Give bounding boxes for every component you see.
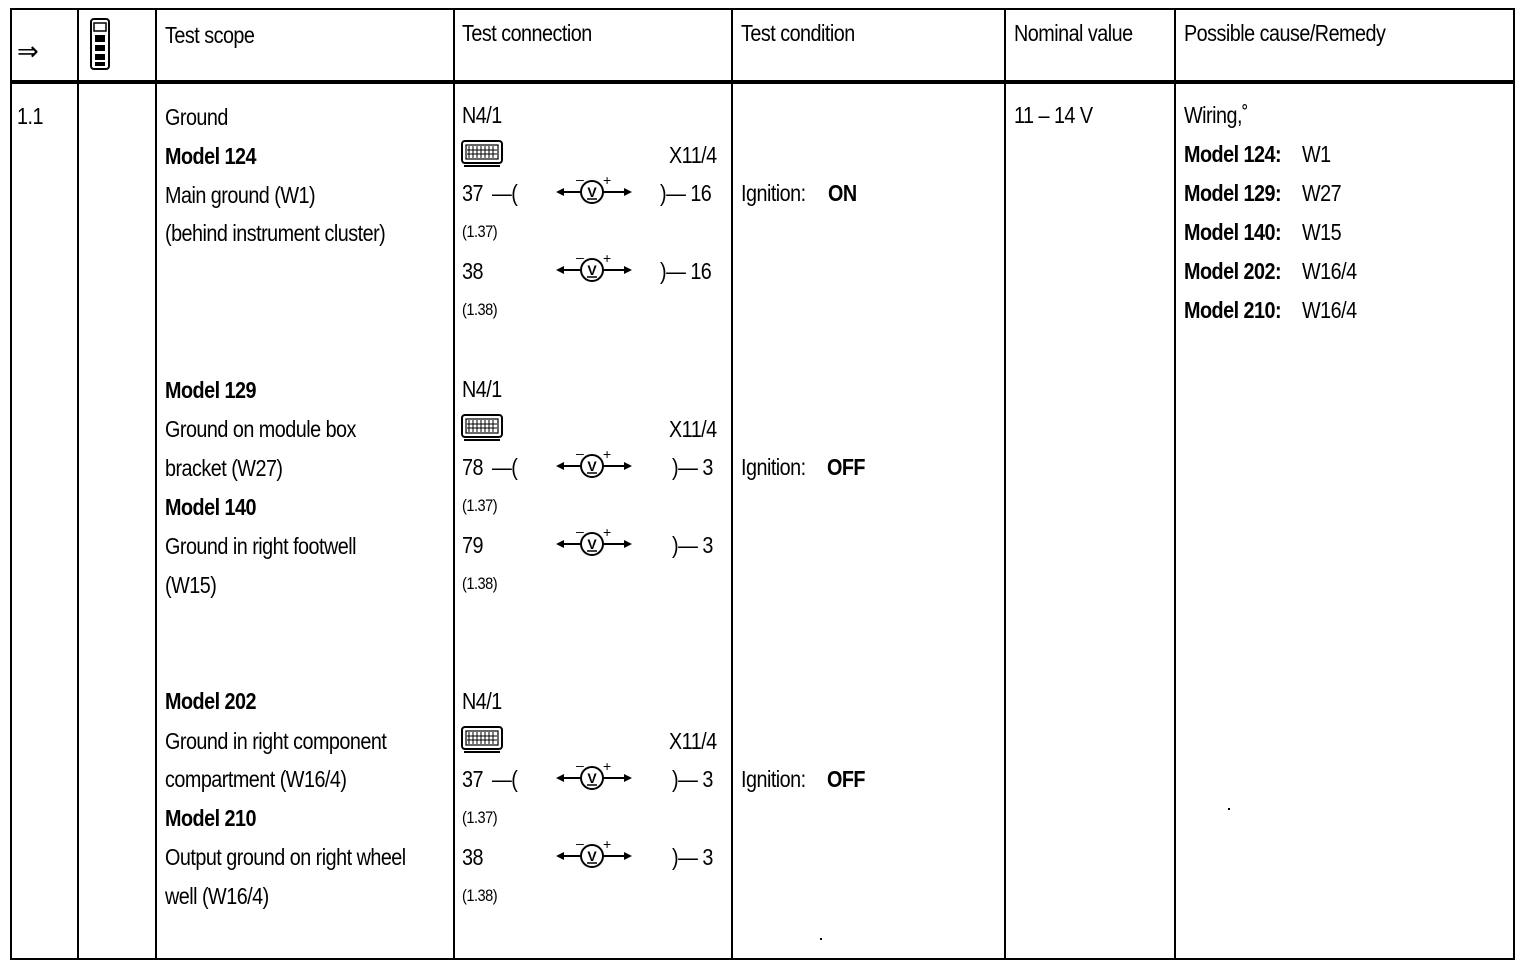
table-top-border	[10, 8, 1515, 10]
scope-bracket: bracket (W27)	[165, 455, 283, 481]
svg-text:V: V	[587, 262, 597, 278]
connector-label: X11/4	[669, 728, 717, 754]
scope-w15: (W15)	[165, 572, 217, 598]
scope-ground: Ground	[165, 104, 228, 130]
connector-label: X11/4	[669, 416, 717, 442]
svg-text:V: V	[587, 770, 597, 786]
col-border-left	[10, 8, 12, 960]
header-test-connection: Test connection	[462, 20, 592, 46]
svg-text:+: +	[603, 526, 612, 540]
control-module-icon	[461, 414, 503, 447]
scope-ground-component: Ground in right component	[165, 728, 387, 754]
header-test-scope: Test scope	[165, 22, 255, 48]
module-label: N4/1	[462, 102, 502, 128]
scope-ground-footwell: Ground in right footwell	[165, 533, 357, 559]
scope-model-202: Model 202	[165, 688, 256, 714]
scope-main-ground: Main ground (W1)	[165, 182, 316, 208]
pin-number: 38	[462, 844, 483, 870]
remedy-model: Model 124:	[1184, 141, 1282, 167]
module-label: N4/1	[462, 376, 502, 402]
condition-label: Ignition:	[741, 180, 806, 206]
svg-text:–: –	[576, 448, 584, 461]
remedy-model: Model 129:	[1184, 180, 1282, 206]
svg-text:–: –	[576, 760, 584, 773]
svg-text:V: V	[587, 848, 597, 864]
svg-text:–: –	[576, 174, 584, 187]
voltmeter-icon	[554, 448, 634, 487]
header-possible-cause: Possible cause/Remedy	[1184, 20, 1386, 46]
remedy-code: W1	[1302, 141, 1331, 167]
remedy-wiring: Wiring,˚	[1184, 102, 1249, 128]
svg-text:+: +	[603, 174, 612, 188]
pin-reference: (1.38)	[462, 300, 498, 319]
remedy-code: W16/4	[1302, 297, 1357, 323]
pin-reference: (1.37)	[462, 496, 498, 515]
pin-number: 37	[462, 180, 483, 206]
table-bottom-border	[10, 958, 1515, 960]
destination-pin: )— 3	[672, 532, 713, 558]
col-border-right	[1513, 8, 1515, 960]
pin-reference: (1.38)	[462, 574, 498, 593]
voltmeter-icon	[554, 838, 634, 877]
svg-text:+: +	[603, 760, 612, 774]
scope-model-140: Model 140	[165, 494, 256, 520]
scope-model-210: Model 210	[165, 805, 256, 831]
svg-text:V: V	[587, 536, 597, 552]
svg-text:+: +	[603, 838, 612, 852]
condition-label: Ignition:	[741, 766, 806, 792]
col-divider-4	[731, 8, 733, 960]
voltmeter-icon	[554, 760, 634, 799]
remedy-code: W16/4	[1302, 258, 1357, 284]
pin-number: 38	[462, 258, 483, 284]
control-module-icon	[461, 140, 503, 173]
header-arrow: ⇒	[17, 36, 39, 66]
voltmeter-icon	[554, 174, 634, 213]
nominal-value: 11 – 14 V	[1014, 102, 1093, 128]
destination-pin: )— 3	[672, 844, 713, 870]
svg-text:+: +	[603, 252, 612, 266]
plug-socket-symbol: —(	[492, 180, 518, 206]
connector-label: X11/4	[669, 142, 717, 168]
scan-speck	[1228, 808, 1230, 810]
condition-value: OFF	[827, 766, 866, 792]
pin-reference: (1.38)	[462, 886, 498, 905]
remedy-model: Model 202:	[1184, 258, 1282, 284]
destination-pin: )— 16	[660, 258, 712, 284]
scope-behind-cluster: (behind instrument cluster)	[165, 220, 386, 246]
pin-number: 37	[462, 766, 483, 792]
condition-value: OFF	[827, 454, 866, 480]
scope-ground-module-box: Ground on module box	[165, 416, 356, 442]
condition-value: ON	[828, 180, 857, 206]
module-label: N4/1	[462, 688, 502, 714]
scope-model-124: Model 124	[165, 143, 256, 169]
col-divider-3	[453, 8, 455, 960]
destination-pin: )— 16	[660, 180, 712, 206]
step-number: 1.1	[17, 103, 43, 129]
svg-text:–: –	[576, 252, 584, 265]
col-divider-1	[77, 8, 79, 960]
voltmeter-icon	[554, 252, 634, 291]
col-divider-6	[1174, 8, 1176, 960]
scope-model-129: Model 129	[165, 377, 256, 403]
svg-text:+: +	[603, 448, 612, 462]
pin-reference: (1.37)	[462, 808, 498, 827]
tester-device-icon	[88, 17, 112, 72]
remedy-code: W15	[1302, 219, 1342, 245]
col-divider-5	[1004, 8, 1006, 960]
header-divider	[10, 80, 1515, 84]
svg-text:V: V	[587, 458, 597, 474]
remedy-model: Model 210:	[1184, 297, 1282, 323]
svg-text:–: –	[576, 838, 584, 851]
pin-number: 79	[462, 532, 483, 558]
svg-text:–: –	[576, 526, 584, 539]
remedy-code: W27	[1302, 180, 1342, 206]
pin-reference: (1.37)	[462, 222, 498, 241]
scope-output-ground: Output ground on right wheel	[165, 844, 406, 870]
header-test-condition: Test condition	[741, 20, 855, 46]
scan-speck	[820, 938, 822, 940]
remedy-model: Model 140:	[1184, 219, 1282, 245]
plug-socket-symbol: —(	[492, 766, 518, 792]
scope-compartment: compartment (W16/4)	[165, 766, 347, 792]
destination-pin: )— 3	[672, 454, 713, 480]
plug-socket-symbol: —(	[492, 454, 518, 480]
destination-pin: )— 3	[672, 766, 713, 792]
pin-number: 78	[462, 454, 483, 480]
control-module-icon	[461, 726, 503, 759]
scope-wheel-well: well (W16/4)	[165, 883, 269, 909]
header-nominal-value: Nominal value	[1014, 20, 1133, 46]
svg-text:V: V	[587, 184, 597, 200]
col-divider-2	[155, 8, 157, 960]
condition-label: Ignition:	[741, 454, 806, 480]
voltmeter-icon	[554, 526, 634, 565]
